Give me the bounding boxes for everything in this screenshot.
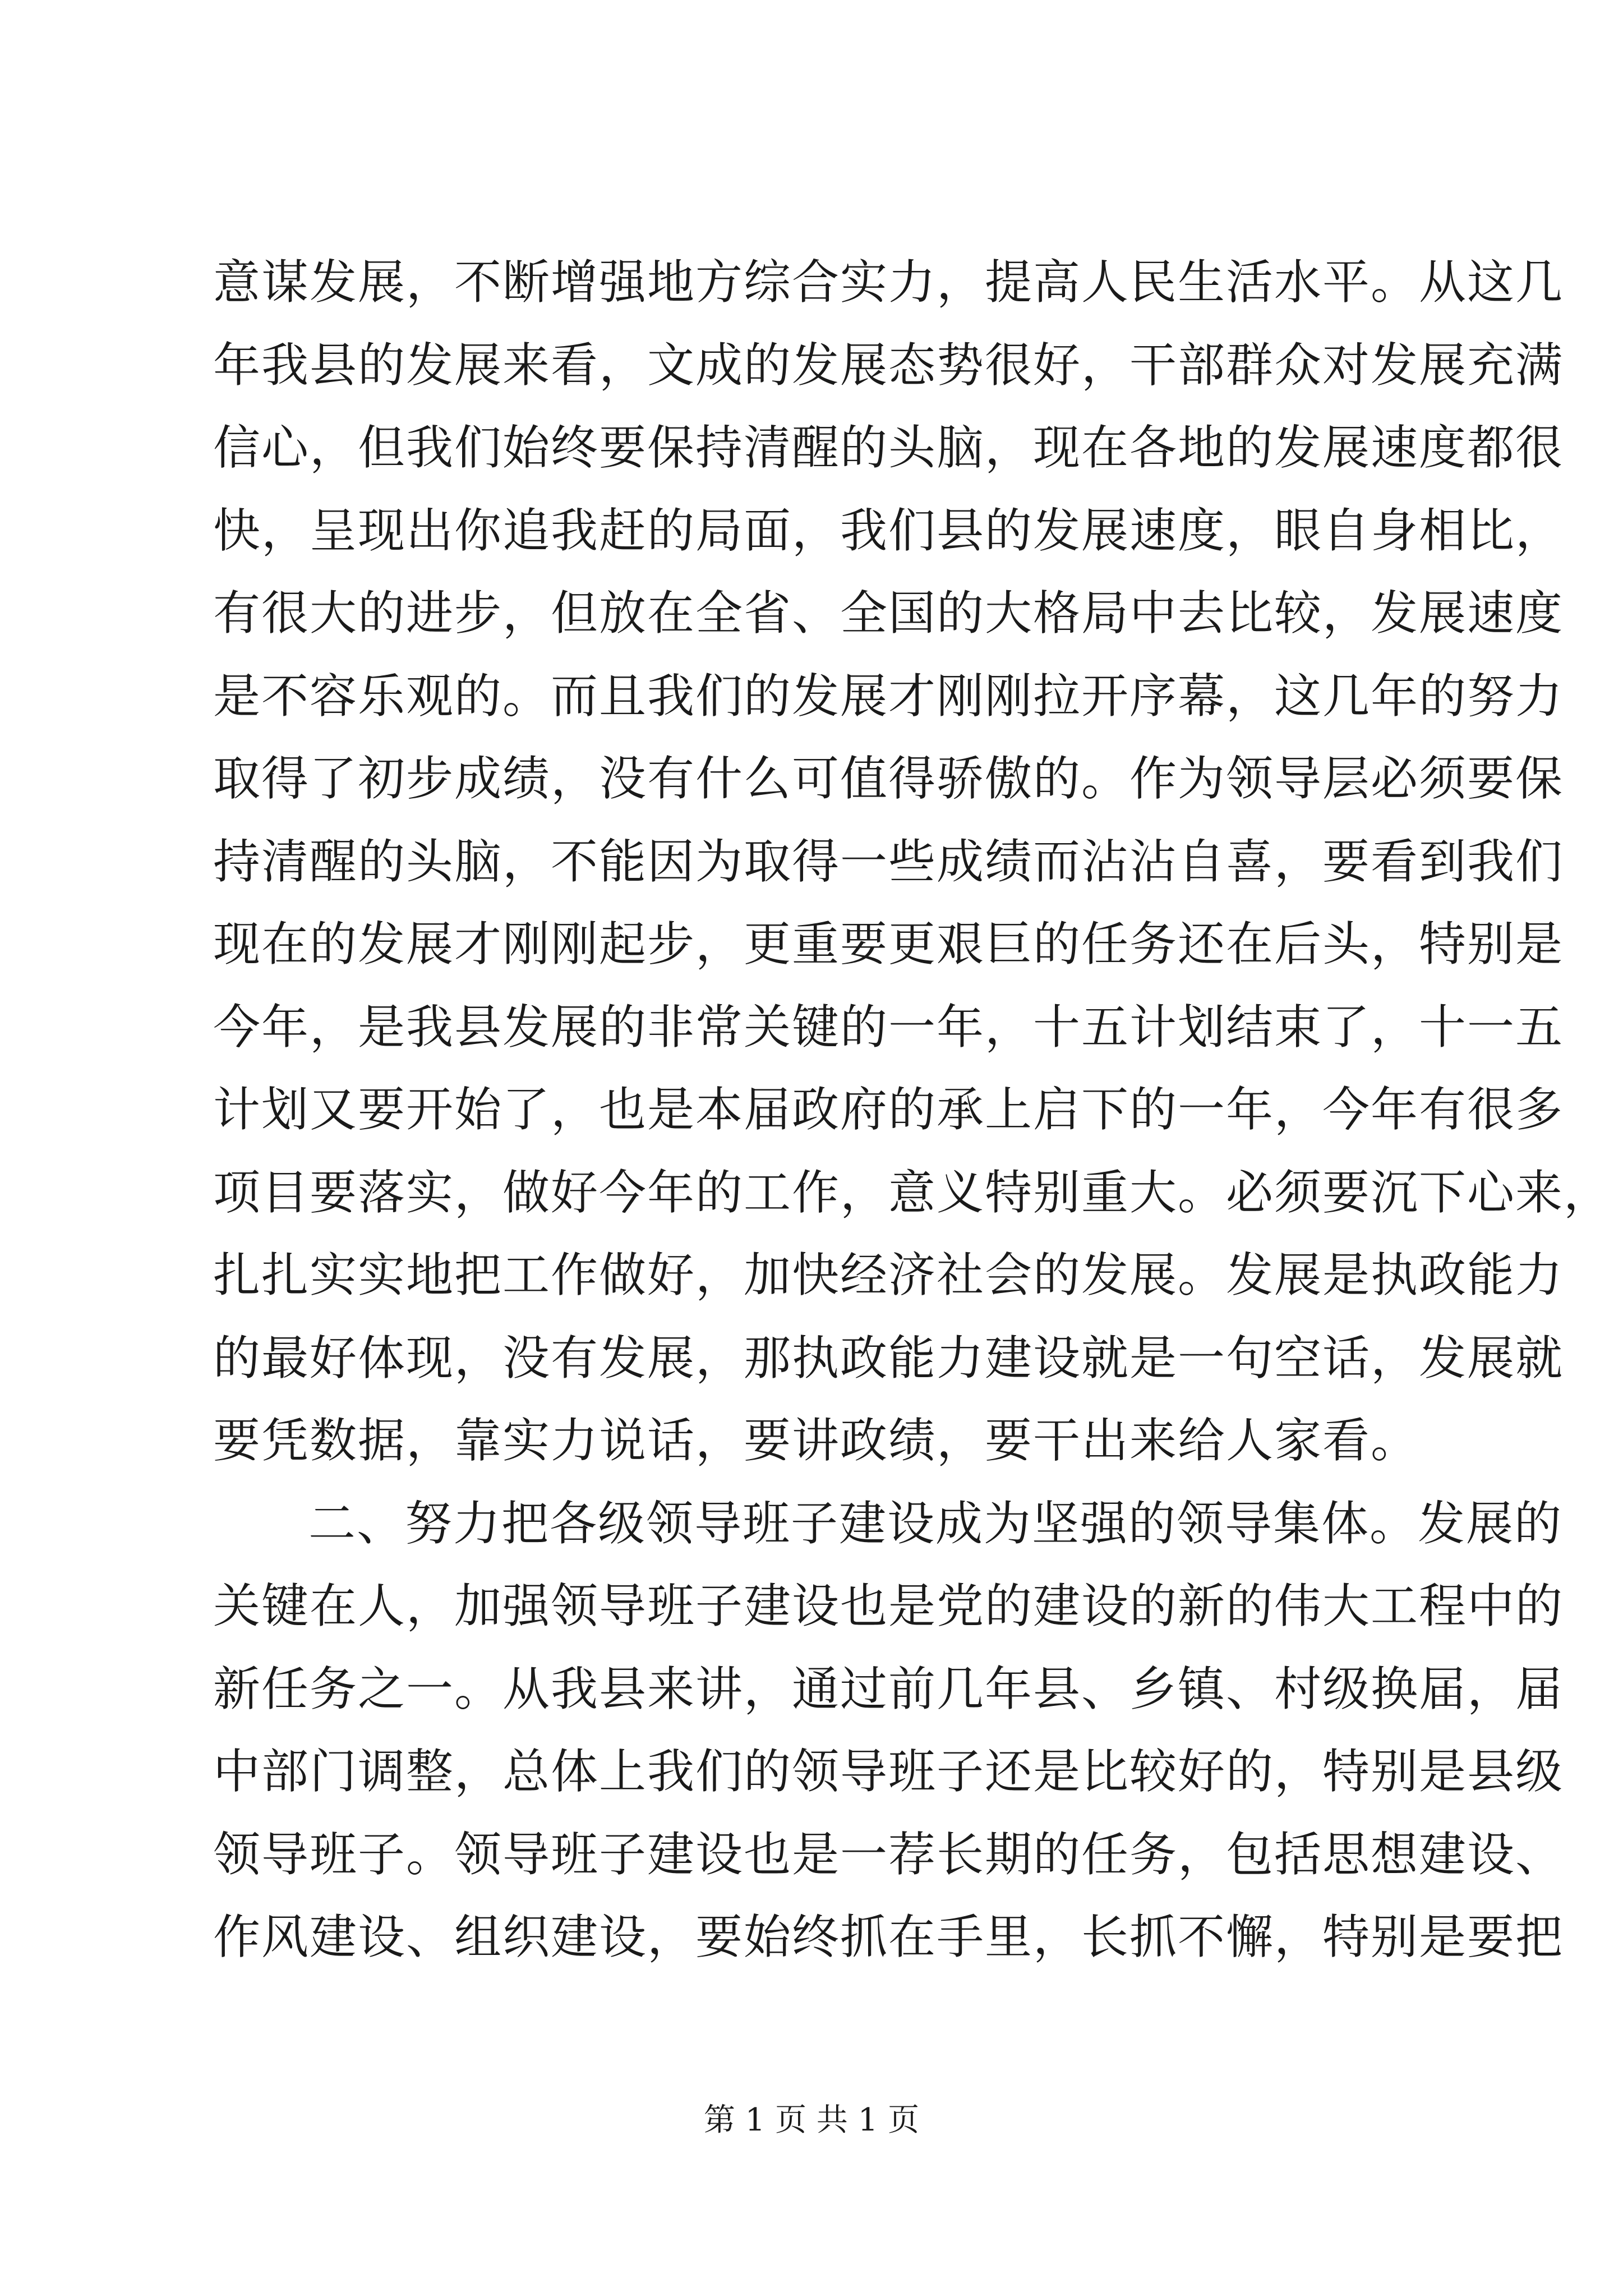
text-line: 今年，是我县发展的非常关键的一年，十五计划结束了，十一五 (213, 999, 1564, 1055)
text-line: 取得了初步成绩，没有什么可值得骄傲的。作为领导层必须要保 (213, 751, 1564, 806)
page-number: 第 1 页 共 1 页 (703, 2102, 920, 2138)
page-footer (0, 2101, 1623, 2140)
text-line: 新任务之一。从我县来讲，通过前几年县、乡镇、村级换届，届 (213, 1661, 1564, 1717)
text-line: 扎扎实实地把工作做好，加快经济社会的发展。发展是执政能力 (213, 1248, 1564, 1303)
text-line: 要凭数据，靠实力说话，要讲政绩，要干出来给人家看。 (213, 1413, 1419, 1468)
text-line: 的最好体现，没有发展，那执政能力建设就是一句空话，发展就 (213, 1330, 1564, 1386)
text-line: 现在的发展才刚刚起步，更重要更艰巨的任务还在后头，特别是 (213, 917, 1564, 972)
paragraph-2 (213, 1483, 1564, 1979)
text-line: 快，呈现出你追我赶的局面，我们县的发展速度，眼自身相比， (213, 503, 1564, 558)
text-line: 项目要落实，做好今年的工作，意义特别重大。必须要沉下心来， (213, 1165, 1612, 1220)
text-line: 关键在人，加强领导班子建设也是党的建设的新的伟大工程中的 (213, 1579, 1564, 1634)
text-line: 是不容乐观的。而且我们的发展才刚刚拉开序幕，这几年的努力 (213, 668, 1564, 724)
text-line: 持清醒的头脑，不能因为取得一些成绩而沾沾自喜，要看到我们 (213, 834, 1564, 889)
document-body (213, 241, 1612, 1979)
text-line: 二、努力把各级领导班子建设成为坚强的领导集体。发展的 (308, 1496, 1563, 1551)
text-line: 作风建设、组织建设，要始终抓在手里，长抓不懈，特别是要把 (213, 1910, 1564, 1964)
paragraph-1 (213, 241, 1612, 1483)
text-line: 意谋发展，不断增强地方综合实力，提高人民生活水平。从这几 (213, 255, 1564, 310)
text-line: 信心，但我们始终要保持清醒的头脑，现在各地的发展速度都很 (213, 420, 1564, 475)
text-line: 领导班子。领导班子建设也是一荐长期的任务，包括思想建设、 (213, 1826, 1564, 1882)
text-line: 年我县的发展来看，文成的发展态势很好，干部群众对发展充满 (213, 337, 1564, 393)
text-line: 有很大的进步，但放在全省、全国的大格局中去比较，发展速度 (213, 586, 1564, 641)
text-line: 中部门调整，总体上我们的领导班子还是比较好的，特别是县级 (213, 1744, 1564, 1799)
text-line: 计划又要开始了，也是本届政府的承上启下的一年，今年有很多 (213, 1082, 1564, 1137)
